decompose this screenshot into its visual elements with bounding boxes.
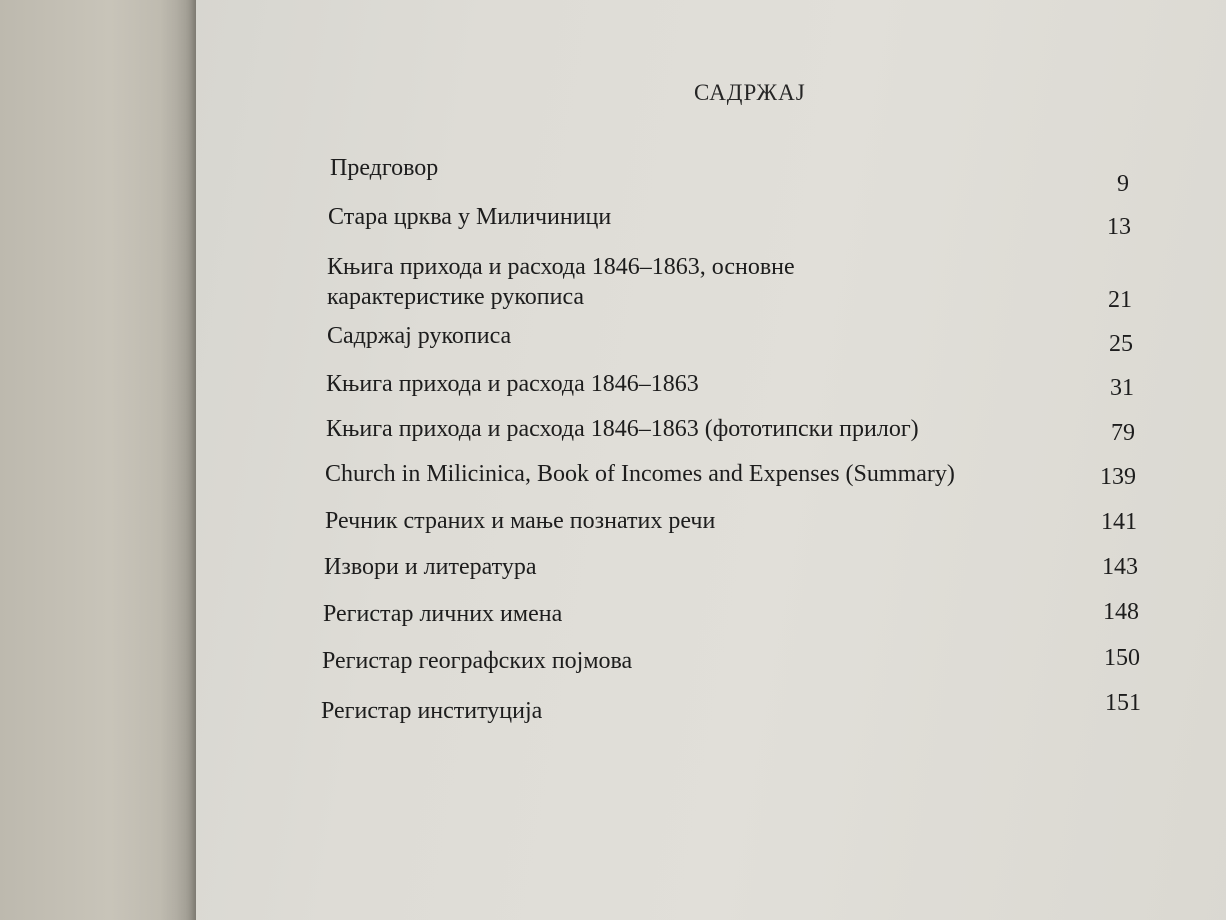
toc-entry-title-line: Садржај рукописа [327,323,512,349]
toc-entry-title-line: Регистар личних имена [323,601,563,627]
toc-entry-title [323,600,562,628]
toc-entry-page: 148 [1103,599,1139,625]
toc-entry-title-line: Књига прихода и расхода 1846–1863 [326,371,699,397]
toc-entry-title [325,507,715,535]
toc-entry-page: 150 [1104,645,1140,671]
toc-entry-title [328,203,611,231]
toc-entry-page: 141 [1101,509,1137,535]
toc-entry-title [321,697,542,725]
toc-entry-title-line: Књига прихода и расхода 1846–1863, основне [327,254,795,280]
toc-entry-title [325,460,955,488]
toc-entry-title [327,253,795,311]
toc-entry-title-line: Предговор [330,155,439,181]
toc-entry-title-line: Стара црква у Миличиници [328,204,612,230]
toc-entry-page: 139 [1100,464,1136,490]
toc-entry-title-line: Извори и литература [324,554,537,580]
toc-entry-page: 9 [1117,171,1129,197]
toc-entry-page: 31 [1110,375,1134,401]
toc-entry-title [327,322,511,350]
toc-entry-title-line: Регистар институција [321,698,543,724]
toc-entry-page: 21 [1108,287,1132,313]
page-title: САДРЖАЈ [694,80,806,105]
toc-entry-page: 25 [1109,331,1133,357]
toc-entry-title-line: Church in Milicinica, Book of Incomes and Expenses (Summary) [325,461,955,487]
toc-entry-title-line: Речник страних и мање познатих речи [325,508,716,534]
toc-entry-title-line: карактеристике рукописа [327,284,585,310]
toc-entry-title [322,647,632,675]
toc-entry-title-line: Књига прихода и расхода 1846–1863 (фототипски прилог) [326,416,919,442]
toc-entry-title [324,553,536,581]
toc-entry-page: 143 [1102,554,1138,580]
toc-entry-title [326,415,919,443]
toc-entry-page: 151 [1105,690,1141,716]
toc-entry-title [326,370,699,398]
toc-entry-page: 79 [1111,420,1135,446]
toc-entry-title [330,154,438,182]
toc-entry-page: 13 [1107,214,1131,240]
toc-entry-title-line: Регистар географских појмова [322,648,633,674]
